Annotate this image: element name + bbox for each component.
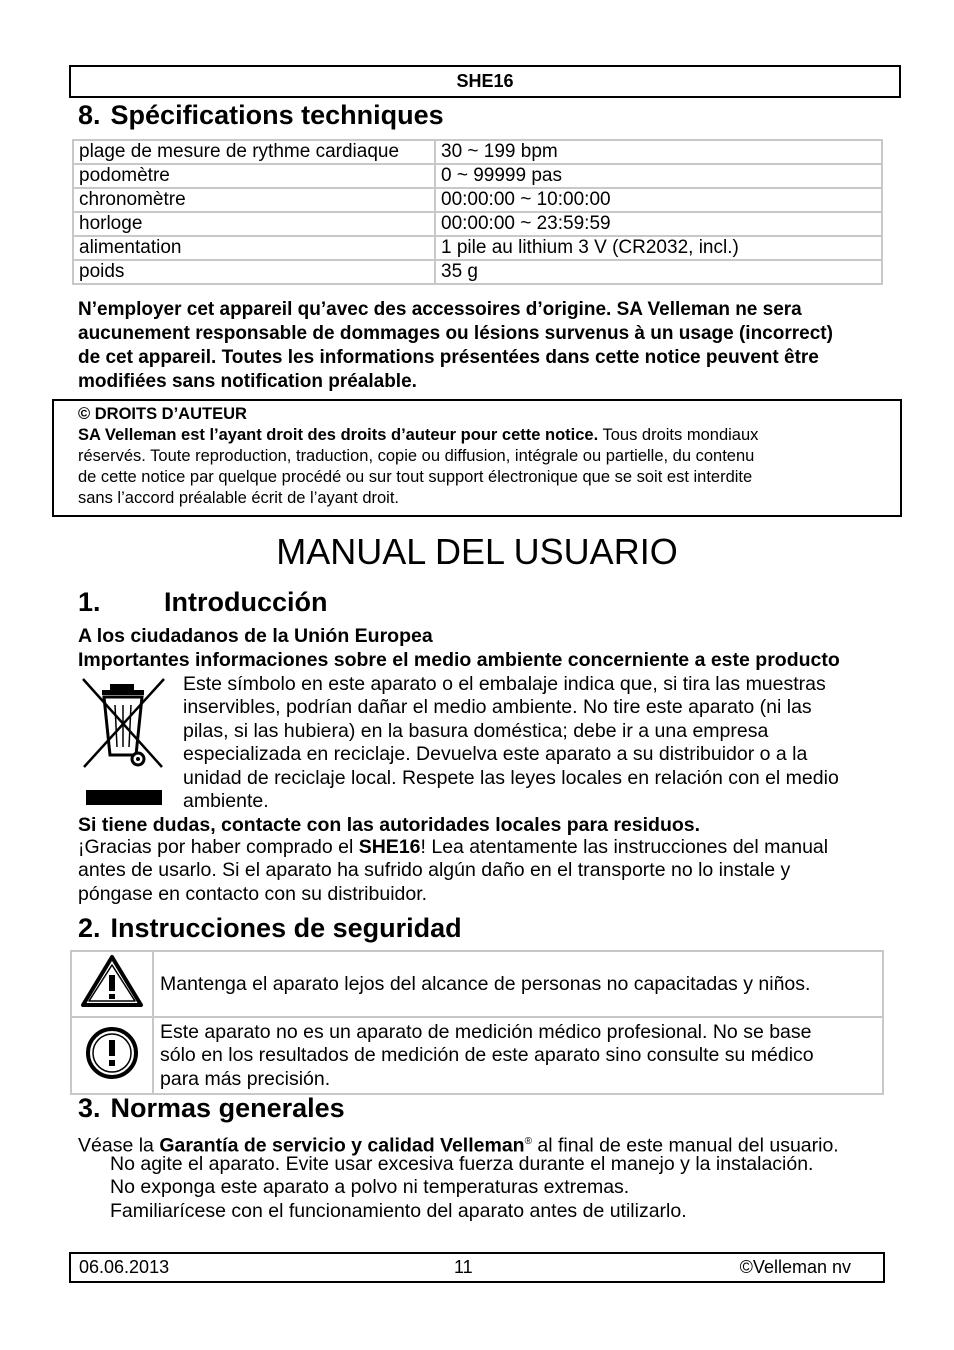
- weee-line: ambiente.: [183, 790, 269, 813]
- spec-value: 1 pile au lithium 3 V (CR2032, incl.): [435, 236, 882, 260]
- footer-date: 06.06.2013: [79, 1257, 170, 1277]
- copyright-box: [52, 399, 902, 517]
- spec-value: 00:00:00 ~ 10:00:00: [435, 188, 882, 212]
- manual-title: MANUAL DEL USUARIO: [276, 531, 678, 572]
- copyright-line: sans l’accord préalable écrit de l’ayant droit.: [78, 489, 400, 507]
- safety-text-cell: [153, 1017, 883, 1094]
- notice-line: de cet appareil. Toutes les informations présentées dans cette notice peuvent être: [78, 347, 819, 368]
- table-row: [73, 260, 882, 284]
- spec-label: poids: [73, 260, 435, 284]
- spec-value: 30 ~ 199 bpm: [435, 140, 882, 164]
- notice-line: N’employer cet appareil qu’avec des accessoires d’origine. SA Velleman ne sera: [78, 299, 802, 320]
- thanks-pre: ¡Gracias por haber comprado el: [78, 836, 359, 858]
- footer-page-number: 11: [454, 1257, 473, 1277]
- spec-value: 00:00:00 ~ 23:59:59: [435, 212, 882, 236]
- safety-text: para más precisión.: [160, 1067, 331, 1090]
- eu-heading: A los ciudadanos de la Unión Europea: [78, 625, 433, 647]
- spec-label: plage de mesure de rythme cardiaque: [73, 140, 435, 164]
- section-2-heading: [78, 912, 462, 944]
- list-item: No agite el aparato. Evite usar excesiva fuerza durante el manejo y la instalación.: [110, 1153, 814, 1175]
- safety-icon-cell: [71, 951, 153, 1017]
- table-row: [73, 188, 882, 212]
- ref-post: al final de este manual del usuario.: [531, 1134, 839, 1157]
- section-number: 8.: [78, 100, 101, 130]
- footer-copyright: ©Velleman nv: [739, 1257, 851, 1277]
- copyright-line: [78, 425, 876, 446]
- spec-value: 35 g: [435, 260, 882, 284]
- ref-bold: Garantía de servicio y calidad Velleman: [159, 1134, 525, 1157]
- weee-line: inservibles, podrían dañar el medio ambiente. No tire este aparato (ni las: [183, 696, 812, 719]
- spec-value: 0 ~ 99999 pas: [435, 164, 882, 188]
- general-rules-list: [110, 1153, 890, 1223]
- doubt-line: Si tiene dudas, contacte con las autoridades locales para residuos.: [78, 814, 701, 836]
- safety-row: [71, 951, 883, 1017]
- safety-text-cell: [153, 951, 883, 1017]
- safety-row: [71, 1017, 883, 1094]
- weee-bin-icon: [80, 677, 166, 807]
- section-1-heading: [78, 586, 328, 618]
- spec-label: alimentation: [73, 236, 435, 260]
- warning-triangle-icon: [79, 992, 145, 1014]
- section-title: Instrucciones de seguridad: [110, 913, 462, 943]
- copyright-lead: SA Velleman est l’ayant droit des droits d’auteur pour cette notice.: [78, 426, 599, 444]
- page-footer: [69, 1252, 885, 1283]
- weee-line: pilas, si las hubiera) en la basura doméstica; debe ir a una empresa: [183, 719, 769, 742]
- notice-line: modifiées sans notification préalable.: [78, 371, 417, 392]
- thanks-line: [78, 836, 898, 859]
- weee-paragraph: [183, 673, 883, 813]
- thanks-model: SHE16: [358, 836, 421, 858]
- spec-label: podomètre: [73, 164, 435, 188]
- list-item: No exponga este aparato a polvo ni temperaturas extremas.: [110, 1176, 630, 1199]
- weee-line: Este símbolo en este aparato o el embalaje indica que, si tira las muestras: [183, 673, 826, 695]
- section-8-heading: [78, 99, 444, 131]
- copyright-line: de cette notice par quelque procédé ou sur tout support électronique que se soit est interdite: [78, 468, 753, 486]
- section-number: 1.: [78, 587, 101, 617]
- safety-text: Este aparato no es un aparato de medición médico profesional. No se base: [160, 1020, 812, 1043]
- spec-table: [72, 139, 883, 285]
- section-number: 3.: [78, 1093, 101, 1123]
- registered-mark: ®: [524, 1136, 532, 1147]
- page-header: [69, 65, 901, 98]
- table-row: [73, 140, 882, 164]
- accessories-notice: [78, 298, 898, 394]
- thanks-line: póngase en contacto con su distribuidor.: [78, 882, 428, 905]
- table-row: [73, 212, 882, 236]
- table-row: [73, 164, 882, 188]
- copyright-heading: © DROITS D’AUTEUR: [78, 405, 247, 423]
- weee-line: unidad de reciclaje local. Respete las leyes locales en relación con el medio: [183, 766, 839, 789]
- env-heading: Importantes informaciones sobre el medio ambiente concerniente a este producto: [78, 649, 840, 671]
- section-number: 2.: [78, 913, 101, 943]
- safety-table: [70, 950, 884, 1095]
- copyright-line: réservés. Toute reproduction, traduction, copie ou diffusion, intégrale ou partielle, du contenu: [78, 447, 755, 465]
- section-title: Spécifications techniques: [110, 100, 444, 130]
- section-title: Normas generales: [110, 1093, 345, 1123]
- safety-text: sólo en los resultados de medición de este aparato sino consulte su médico: [160, 1044, 814, 1067]
- section-title: Introducción: [164, 587, 328, 617]
- list-item: Familiarícese con el funcionamiento del aparato antes de utilizarlo.: [110, 1199, 687, 1222]
- thanks-post: ! Lea atentamente las instrucciones del manual: [420, 836, 829, 858]
- spec-label: chronomètre: [73, 188, 435, 212]
- ref-pre: Véase la: [78, 1134, 160, 1157]
- section-3-heading: [78, 1092, 345, 1124]
- spec-label: horloge: [73, 212, 435, 236]
- notice-line: aucunement responsable de dommages ou lésions survenus à un usage (incorrect): [78, 323, 833, 344]
- copyright-text: Tous droits mondiaux: [598, 426, 759, 444]
- header-model: SHE16: [456, 71, 514, 91]
- table-row: [73, 236, 882, 260]
- thanks-line: antes de usarlo. Si el aparato ha sufrido algún daño en el transporte no lo instale y: [78, 859, 791, 882]
- exclamation-circle-icon: [82, 1064, 142, 1086]
- thanks-paragraph: [78, 836, 898, 906]
- weee-line: especializada en reciclaje. Devuelva este aparato a su distribuidor o a la: [183, 743, 808, 766]
- safety-icon-cell: [71, 1017, 153, 1094]
- safety-text: Mantenga el aparato lejos del alcance de personas no capacitadas y niños.: [160, 972, 811, 995]
